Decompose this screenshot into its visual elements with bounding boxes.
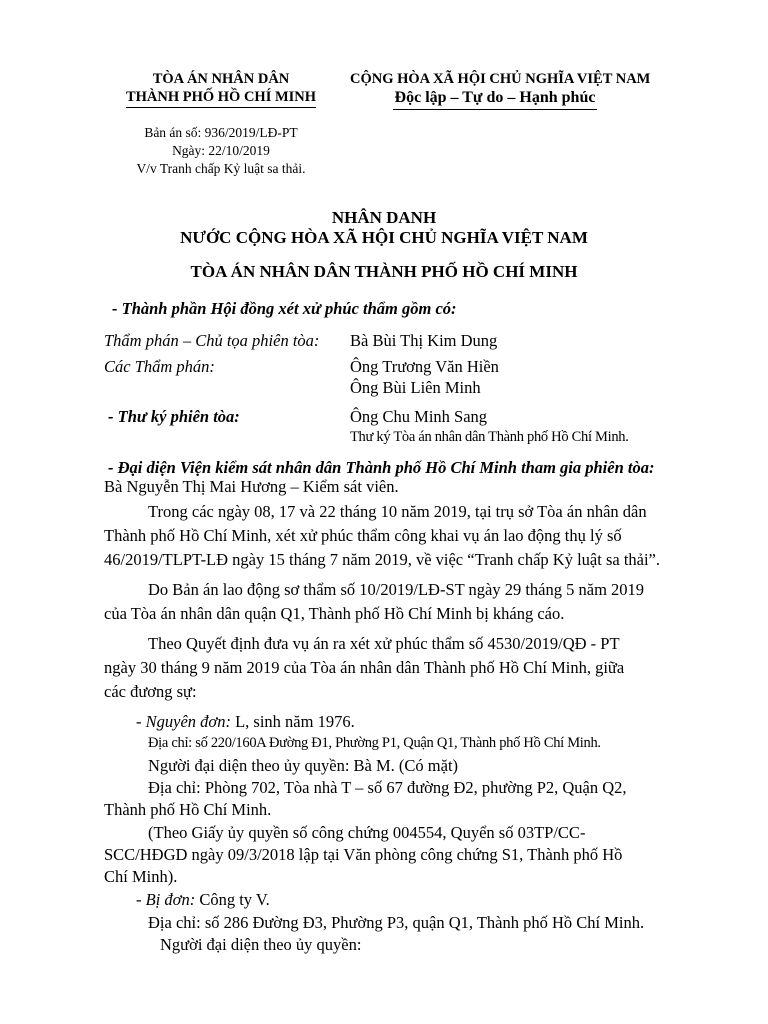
presiding-label: Thẩm phán – Chủ tọa phiên tòa: [104, 331, 320, 350]
clerk-label: - Thư ký phiên tòa: [108, 407, 240, 426]
case-meta [104, 124, 338, 178]
para3-line1: Theo Quyết định đưa vụ án ra xét xử phúc thẩm số 4530/2019/QĐ - PT [148, 634, 620, 653]
case-date: Ngày: 22/10/2019 [172, 143, 270, 158]
plaintiff-line [136, 712, 355, 732]
plaintiff-value: L, sinh năm 1976. [230, 712, 355, 731]
para2-line1: Do Bản án lao động sơ thẩm số 10/2019/LĐ-ST ngày 29 tháng 5 năm 2019 [148, 580, 645, 599]
title-line2: NƯỚC CỘNG HÒA XÃ HỘI CHỦ NGHĨA VIỆT NAM [180, 228, 588, 247]
poa-line3: Chí Minh). [104, 867, 178, 886]
defendant-address: Địa chỉ: số 286 Đường Đ3, Phường P3, quận Q1, Thành phố Hồ Chí Minh. [148, 913, 645, 932]
national-motto: Độc lập – Tự do – Hạnh phúc [393, 88, 598, 110]
defendant-dash: - [136, 890, 146, 909]
court-name-line1: TÒA ÁN NHÂN DÂN [152, 71, 290, 87]
judge-2: Ông Bùi Liên Minh [350, 378, 481, 397]
title-line3: TÒA ÁN NHÂN DÂN THÀNH PHỐ HỒ CHÍ MINH [190, 262, 578, 281]
poa-line1: (Theo Giấy ủy quyền số công chứng 004554, Quyển số 03TP/CC- [148, 823, 586, 842]
para1-line1: Trong các ngày 08, 17 và 22 tháng 10 năm 2019, tại trụ sở Tòa án nhân dân [148, 502, 647, 521]
plaintiff-rep-address-line2: Thành phố Hồ Chí Minh. [104, 800, 272, 819]
para3-line2: ngày 30 tháng 9 năm 2019 của Tòa án nhân dân Thành phố Hồ Chí Minh, giữa [104, 658, 625, 677]
clerk-title: Thư ký Tòa án nhân dân Thành phố Hồ Chí Minh. [350, 429, 629, 445]
national-header [350, 70, 651, 110]
plaintiff-rep: Người đại diện theo ủy quyền: Bà M. (Có mặt) [148, 756, 459, 775]
defendant-line [136, 890, 270, 910]
para1-line2: Thành phố Hồ Chí Minh, xét xử phúc thẩm công khai vụ án lao động thụ lý số [104, 526, 622, 545]
national-title: CỘNG HÒA XÃ HỘI CHỦ NGHĨA VIỆT NAM [350, 71, 651, 87]
para1-line3: 46/2019/TLPT-LĐ ngày 15 tháng 7 năm 2019, về việc “Tranh chấp Kỷ luật sa thải”. [104, 550, 661, 569]
clerk-name: Ông Chu Minh Sang [350, 407, 488, 426]
plaintiff-address: Địa chỉ: số 220/160A Đường Đ1, Phường P1, Quận Q1, Thành phố Hồ Chí Minh. [148, 735, 601, 751]
court-name-line2: THÀNH PHỐ HỒ CHÍ MINH [126, 88, 316, 108]
plaintiff-label: Nguyên đơn: [145, 712, 231, 731]
case-number: Bản án số: 936/2019/LĐ-PT [144, 125, 298, 140]
court-header [104, 70, 338, 108]
panel-heading: - Thành phần Hội đồng xét xử phúc thẩm gồm có: [112, 299, 457, 318]
para3-line3: các đương sự: [104, 682, 197, 701]
title-line1: NHÂN DANH [331, 208, 437, 227]
case-subject: V/v Tranh chấp Kỷ luật sa thải. [136, 161, 306, 176]
plaintiff-dash: - [136, 712, 146, 731]
defendant-value: Công ty V. [195, 890, 270, 909]
para2-line2: của Tòa án nhân dân quận Q1, Thành phố Hồ Chí Minh bị kháng cáo. [104, 604, 565, 623]
procuracy-representative: Bà Nguyễn Thị Mai Hương – Kiểm sát viên. [104, 477, 399, 496]
plaintiff-rep-address-line1: Địa chỉ: Phòng 702, Tòa nhà T – số 67 đường Đ2, phường P2, Quận Q2, [148, 778, 627, 797]
poa-line2: SCC/HĐGD ngày 09/3/2018 lập tại Văn phòng công chứng S1, Thành phố Hồ [104, 845, 623, 864]
judge-1: Ông Trương Văn Hiền [350, 357, 499, 376]
procuracy-heading: - Đại diện Viện kiểm sát nhân dân Thành phố Hồ Chí Minh tham gia phiên tòa: [108, 458, 655, 477]
presiding-name: Bà Bùi Thị Kim Dung [350, 331, 498, 350]
defendant-label: Bị đơn: [145, 890, 196, 909]
defendant-rep: Người đại diện theo ủy quyền: [160, 935, 362, 954]
judges-label: Các Thẩm phán: [104, 357, 215, 376]
